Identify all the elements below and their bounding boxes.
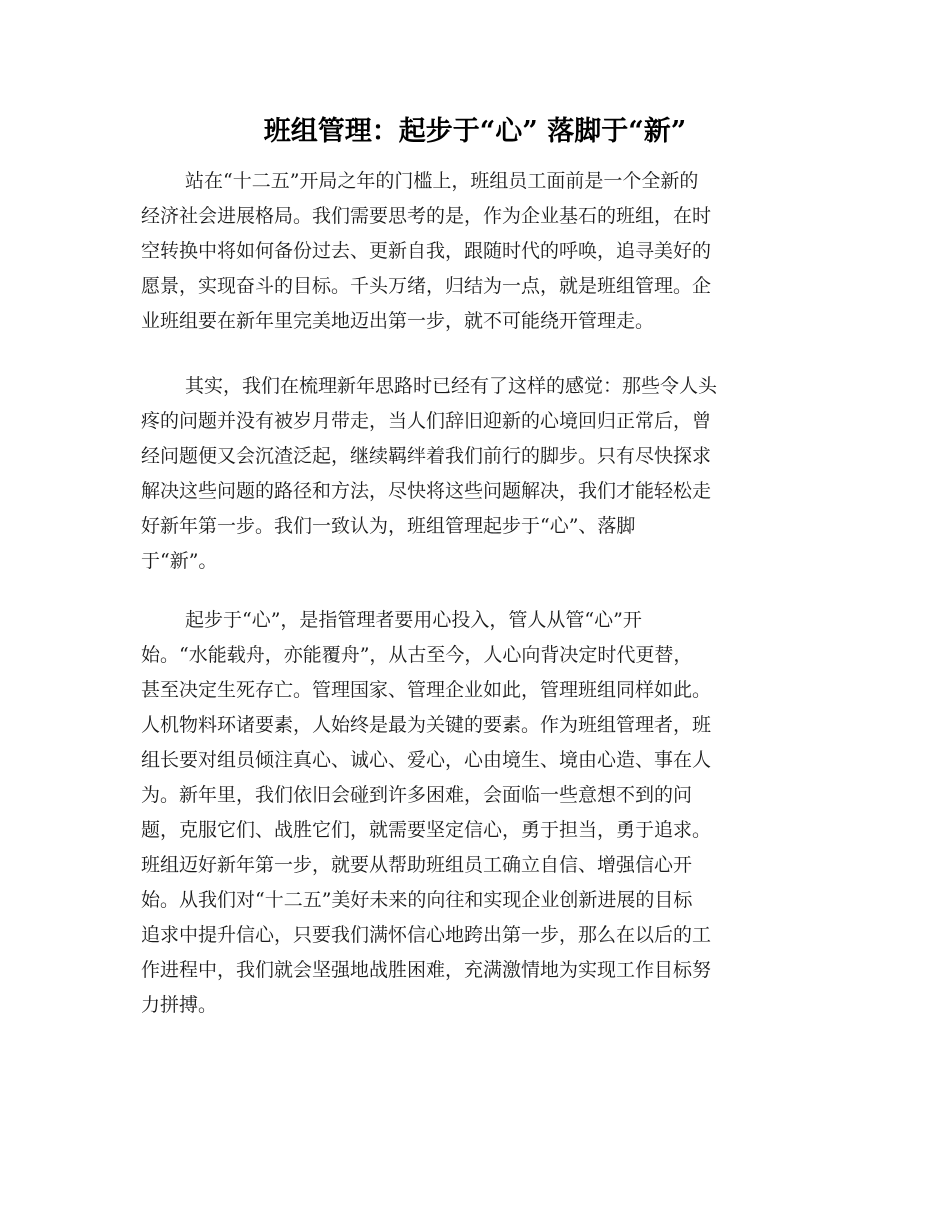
paragraph-line: 题，克服它们、战胜它们，就需要坚定信心，勇于担当，勇于追求。 <box>141 819 712 841</box>
paragraph-line: 人机物料环诸要素，人始终是最为关键的要素。作为班组管理者，班 <box>141 714 712 736</box>
paragraph-3 <box>141 603 801 1023</box>
paragraph-line: 经济社会进展格局。我们需要思考的是，作为企业基石的班组，在时 <box>141 205 712 227</box>
paragraph-line: 站在“十二五”开局之年的门槛上，班组员工面前是一个全新的 <box>185 170 699 192</box>
paragraph-line: 解决这些问题的路径和方法，尽快将这些问题解决，我们才能轻松走 <box>141 480 712 502</box>
paragraph-line: 空转换中将如何备份过去、更新自我，跟随时代的呼唤，追寻美好的 <box>141 240 712 262</box>
paragraph-line: 始。“水能载舟，亦能覆舟”，从古至今，人心向背决定时代更替， <box>141 644 693 666</box>
paragraph-line: 为。新年里，我们依旧会碰到许多困难，会面临一些意想不到的问 <box>141 784 693 806</box>
paragraph-line: 于“新”。 <box>141 550 218 572</box>
paragraph-line: 力拼搏。 <box>141 994 218 1016</box>
paragraph-2 <box>141 369 801 579</box>
paragraph-line: 作进程中，我们就会坚强地战胜困难，充满激情地为实现工作目标努 <box>141 959 712 981</box>
paragraph-line: 始。从我们对“十二五”美好未来的向往和实现企业创新进展的目标 <box>141 889 693 911</box>
paragraph-line: 好新年第一步。我们一致认为，班组管理起步于“心”、落脚 <box>141 515 636 537</box>
paragraph-line: 经问题便又会沉渣泛起，继续羁绊着我们前行的脚步。只有尽快探求 <box>141 445 712 467</box>
paragraph-line: 甚至决定生死存亡。管理国家、管理企业如此，管理班组同样如此。 <box>141 679 712 701</box>
document-title: 班组管理：起步于“心” 落脚于“新” <box>263 116 687 147</box>
paragraph-line: 起步于“心”，是指管理者要用心投入，管人从管“心”开 <box>185 609 642 631</box>
paragraph-line: 班组迈好新年第一步，就要从帮助班组员工确立自信、增强信心开 <box>141 854 693 876</box>
paragraph-line: 愿景，实现奋斗的目标。千头万绪，归结为一点，就是班组管理。企 <box>141 275 712 297</box>
paragraph-1 <box>141 164 801 339</box>
paragraph-line: 其实，我们在梳理新年思路时已经有了这样的感觉：那些令人头 <box>185 375 718 397</box>
paragraph-line: 疼的问题并没有被岁月带走，当人们辞旧迎新的心境回归正常后，曾 <box>141 410 712 432</box>
paragraph-line: 追求中提升信心，只要我们满怀信心地跨出第一步，那么在以后的工 <box>141 924 712 946</box>
paragraph-line: 组长要对组员倾注真心、诚心、爱心，心由境生、境由心造、事在人 <box>141 749 712 771</box>
paragraph-line: 业班组要在新年里完美地迈出第一步，就不可能绕开管理走。 <box>141 310 655 332</box>
